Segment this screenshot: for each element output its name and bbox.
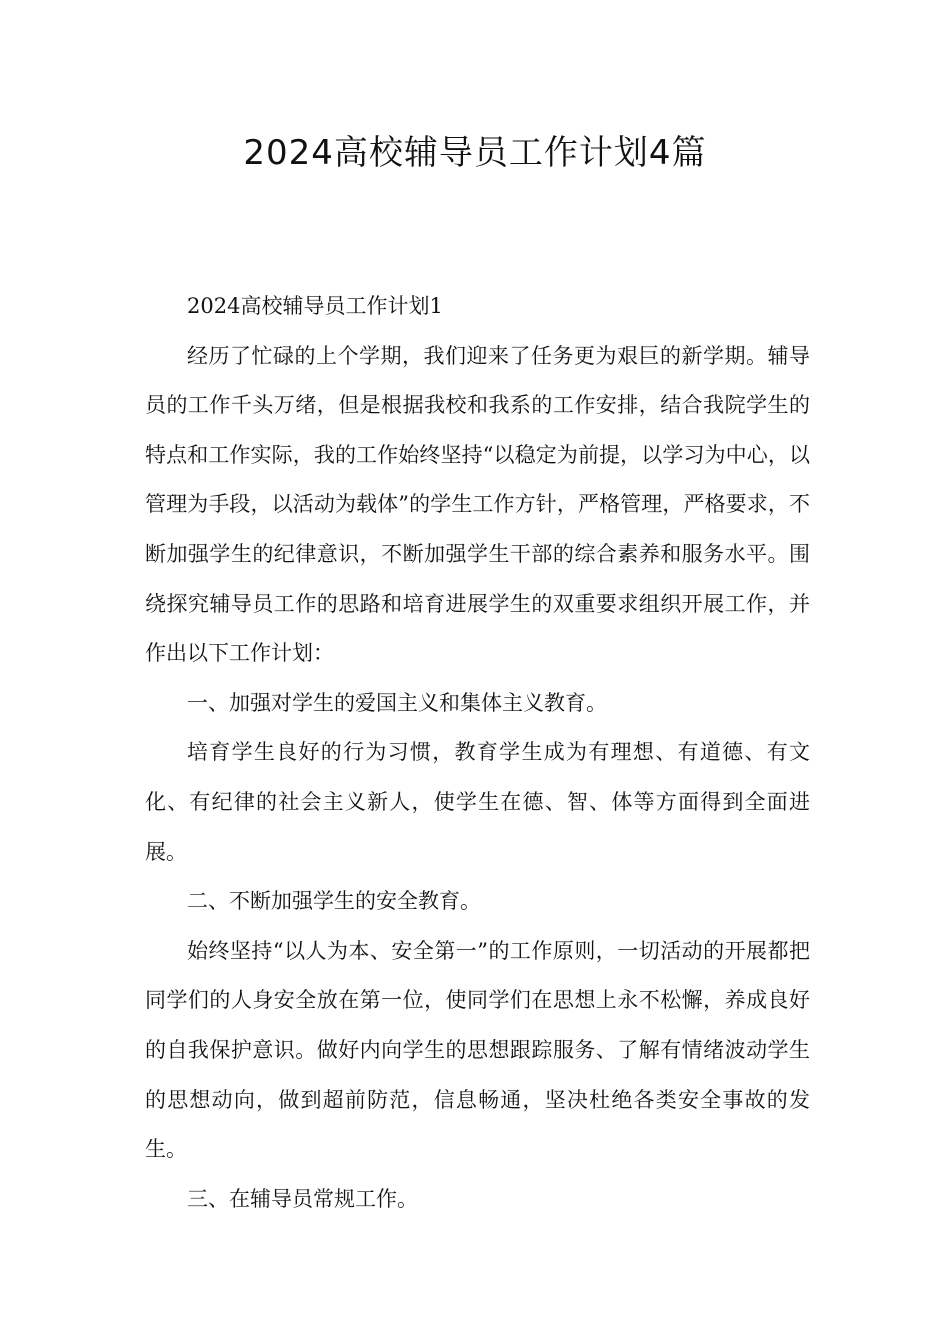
item-paragraph-2: 始终坚持“以人为本、安全第一”的工作原则，一切活动的开展都把同学们的人身安全放在第一位，使同学们在思想上永不松懈，养成良好的自我保护意识。做好内向学生的思想跟踪服务、了解有情绪波动学生的思想动向，做到超前防范，信息畅通，坚决杜绝各类安全事故的发生。 [145, 938, 810, 1162]
item-paragraph-1: 培育学生良好的行为习惯，教育学生成为有理想、有道德、有文化、有纪律的社会主义新人，使学生在德、智、体等方面得到全面进展。 [145, 740, 810, 864]
intro-paragraph: 经历了忙碌的上个学期，我们迎来了任务更为艰巨的新学期。辅导员的工作千头万绪，但是根据我校和我系的工作安排，结合我院学生的特点和工作实际，我的工作始终坚持“以稳定为前提，以学习为中心，以管理为手段，以活动为载体”的学生工作方针，严格管理，严格要求，不断加强学生的纪律意识，不断加强学生干部的综合素养和服务水平。围绕探究辅导员工作的思路和培育进展学生的双重要求组织开展工作，并作出以下工作计划： [145, 343, 810, 666]
section-heading-plan-1: 2024高校辅导员工作计划1 [187, 294, 443, 318]
item-heading-3: 三、在辅导员常规工作。 [187, 1186, 418, 1211]
document-body [145, 282, 810, 1224]
document-title: 2024高校辅导员工作计划4篇 [243, 133, 707, 173]
item-heading-1: 一、加强对学生的爱国主义和集体主义教育。 [187, 690, 607, 715]
item-heading-2: 二、不断加强学生的安全教育。 [187, 889, 481, 914]
